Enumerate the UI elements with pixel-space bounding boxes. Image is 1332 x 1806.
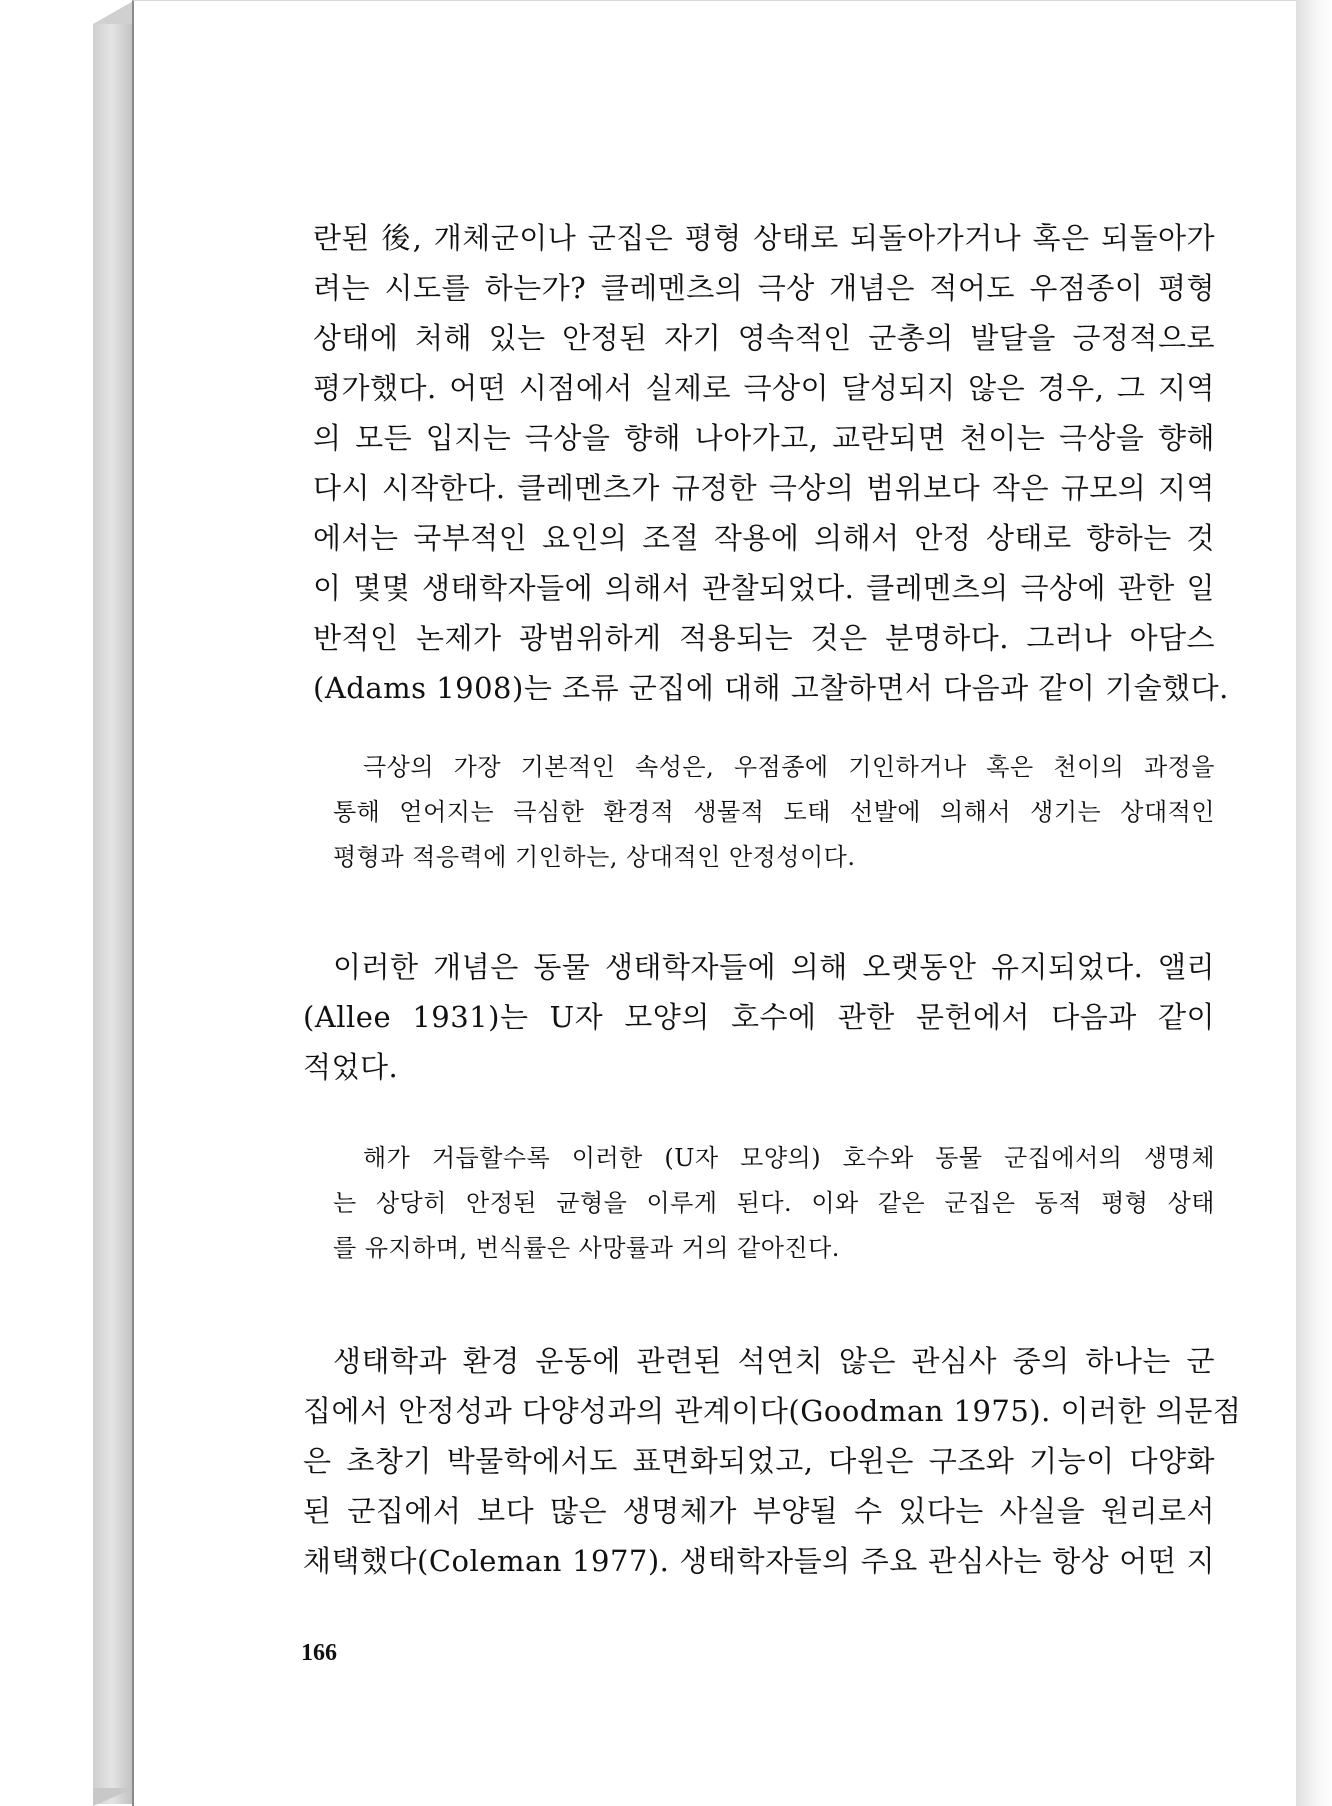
page-number: 166 — [301, 1640, 337, 1666]
paragraph-3-text — [303, 1336, 1242, 1586]
text-line: 된 군집에서 보다 많은 생명체가 부양될 수 있다는 사실을 원리로서 — [303, 1494, 1215, 1528]
text-line: 집에서 안정성과 다양성과의 관계이다(Goodman 1975). 이러한 의문점 — [303, 1394, 1242, 1428]
text-line: 이러한 개념은 동물 생태학자들에 의해 오랫동안 유지되었다. 앨리 — [333, 950, 1215, 984]
text-line: 이 몇몇 생태학자들에 의해서 관찰되었다. 클레멘츠의 극상에 관한 일 — [313, 571, 1215, 605]
text-line: 적었다. — [303, 1050, 399, 1084]
block-quote-2 — [333, 1136, 1215, 1271]
text-line: 반적인 논제가 광범위하게 적용되는 것은 분명하다. 그러나 아담스 — [313, 621, 1215, 655]
text-line: 란된 後, 개체군이나 군집은 평형 상태로 되돌아가거나 혹은 되돌아가 — [313, 221, 1215, 255]
book-spine-top — [93, 0, 135, 24]
book-spine — [93, 24, 135, 1804]
block-quote-2-text — [333, 1136, 1215, 1271]
text-line: 에서는 국부적인 요인의 조절 작용에 의해서 안정 상태로 향하는 것 — [313, 521, 1215, 555]
text-line: 극상의 가장 기본적인 속성은, 우점종에 기인하거나 혹은 천이의 과정을 — [363, 753, 1215, 781]
text-line: 다시 시작한다. 클레멘츠가 규정한 극상의 범위보다 작은 규모의 지역 — [313, 471, 1215, 505]
text-line: (Allee 1931)는 U자 모양의 호수에 관한 문헌에서 다음과 같이 — [303, 1000, 1215, 1034]
text-line: 평가했다. 어떤 시점에서 실제로 극상이 달성되지 않은 경우, 그 지역 — [313, 371, 1215, 405]
text-line: 상태에 처해 있는 안정된 자기 영속적인 군총의 발달을 긍정적으로 — [313, 321, 1215, 355]
block-quote-1 — [333, 745, 1215, 880]
paragraph-2 — [303, 942, 1215, 1092]
text-line: 채택했다(Coleman 1977). 생태학자들의 주요 관심사는 항상 어떤 지 — [303, 1544, 1215, 1578]
text-line: 를 유지하며, 번식률은 사망률과 거의 같아진다. — [333, 1234, 840, 1262]
text-line: 의 모든 입지는 극상을 향해 나아가고, 교란되면 천이는 극상을 향해 — [313, 421, 1215, 455]
text-line: 은 초창기 박물학에서도 표면화되었고, 다윈은 구조와 기능이 다양화 — [303, 1444, 1215, 1478]
text-line: 평형과 적응력에 기인하는, 상대적인 안정성이다. — [333, 843, 856, 871]
paragraph-1-text — [313, 213, 1229, 713]
text-line: 려는 시도를 하는가? 클레멘츠의 극상 개념은 적어도 우점종이 평형 — [313, 271, 1215, 305]
text-line: 해가 거듭할수록 이러한 (U자 모양의) 호수와 동물 군집에서의 생명체 — [363, 1144, 1215, 1172]
text-line: 는 상당히 안정된 균형을 이루게 된다. 이와 같은 군집은 동적 평형 상태 — [333, 1189, 1215, 1217]
paragraph-3 — [303, 1336, 1242, 1586]
block-quote-1-text — [333, 745, 1215, 880]
text-line: 통해 얻어지는 극심한 환경적 생물적 도태 선발에 의해서 생기는 상대적인 — [333, 798, 1215, 826]
book-spine-bottom — [93, 1788, 135, 1806]
text-line: 생태학과 환경 운동에 관련된 석연치 않은 관심사 중의 하나는 군 — [333, 1344, 1215, 1378]
paragraph-2-text — [303, 942, 1215, 1092]
text-line: (Adams 1908)는 조류 군집에 대해 고찰하면서 다음과 같이 기술했다. — [313, 671, 1229, 705]
paragraph-1 — [313, 213, 1229, 713]
